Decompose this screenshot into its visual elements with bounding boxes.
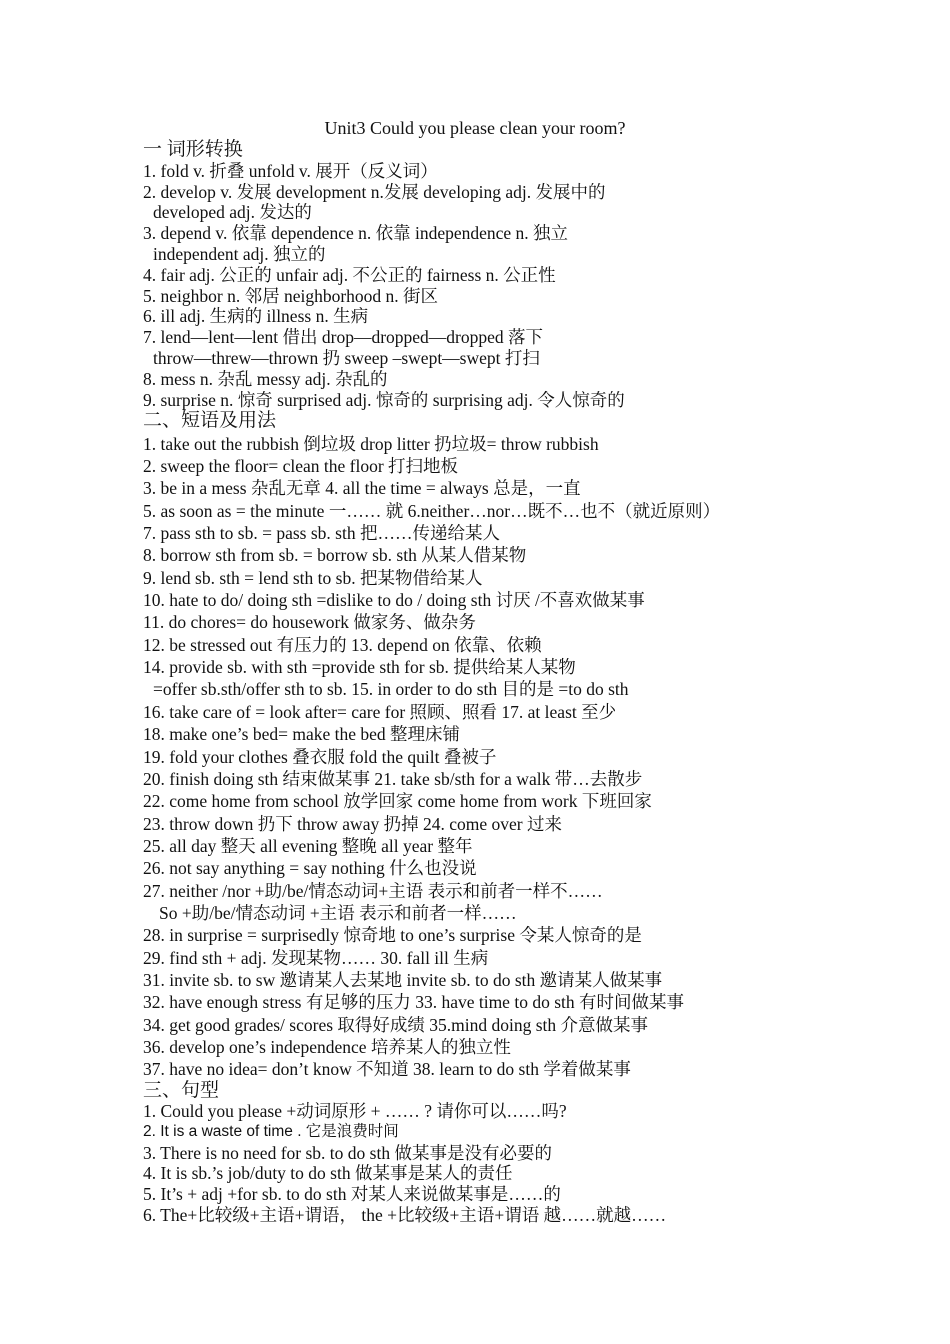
text-line: =offer sb.sth/offer sth to sb. 15. in order to do sth 目的是 =to do sth <box>153 679 629 700</box>
text-line: 31. invite sb. to sw 邀请某人去某地 invite sb. to do sth 邀请某人做某事 <box>143 969 663 990</box>
text-line: 27. neither /nor +助/be/情态动词+主语 表示和前者一样不…… <box>143 880 603 901</box>
text-line: 3. be in a mess 杂乱无章 4. all the time = always 总是，一直 <box>143 478 581 499</box>
text-line: 11. do chores= do housework 做家务、做杂务 <box>143 612 476 633</box>
text-line: 5. It’s + adj +for sb. to do sth 对某人来说做某事是……的 <box>143 1184 561 1205</box>
text-line: 16. take care of = look after= care for 照顾、照看 17. at least 至少 <box>143 701 617 722</box>
text-line: 2. It is a waste of time . 它是浪费时间 <box>143 1123 399 1141</box>
text-line: 14. provide sb. with sth =provide sth for sb. 提供给某人某物 <box>143 657 576 678</box>
text-line: 1. Could you please +动词原形 + …… ? 请你可以……吗? <box>143 1101 567 1122</box>
text-line: 23. throw down 扔下 throw away 扔掉 24. come over 过来 <box>143 813 562 834</box>
text-line: 5. neighbor n. 邻居 neighborhood n. 街区 <box>143 285 439 306</box>
text-line: 9. surprise n. 惊奇 surprised adj. 惊奇的 surprising adj. 令人惊奇的 <box>143 389 625 410</box>
text-line: 1. fold v. 折叠 unfold v. 展开（反义词） <box>143 160 438 181</box>
text-line: 7. lend—lent—lent 借出 drop—dropped—dropped 落下 <box>143 327 544 348</box>
text-line: 19. fold your clothes 叠衣服 fold the quilt 叠被子 <box>143 746 497 767</box>
text-line: 37. have no idea= don’t know 不知道 38. learn to do sth 学着做某事 <box>143 1059 631 1080</box>
text-line: independent adj. 独立的 <box>153 243 326 264</box>
text-line: 36. develop one’s independence 培养某人的独立性 <box>143 1036 511 1057</box>
text-line: 29. find sth + adj. 发现某物…… 30. fall ill 生病 <box>143 947 489 968</box>
word-forms-section <box>143 140 933 410</box>
text-line: So +助/be/情态动词 +主语 表示和前者一样…… <box>159 902 517 923</box>
text-line: 22. come home from school 放学回家 come home from work 下班回家 <box>143 791 652 812</box>
text-line: 25. all day 整天 all evening 整晚 all year 整年 <box>143 835 473 856</box>
section-heading: 三、句型 <box>143 1079 220 1101</box>
text-line: 5. as soon as = the minute 一…… 就 6.neither…nor…既不…也不（就近原则） <box>143 500 721 521</box>
text-line: developed adj. 发达的 <box>153 202 312 223</box>
text-line: 12. be stressed out 有压力的 13. depend on 依靠、依赖 <box>143 634 542 655</box>
text-line: 26. not say anything = say nothing 什么也没说 <box>143 858 477 879</box>
text-line: 7. pass sth to sb. = pass sb. sth 把……传递给某人 <box>143 523 500 544</box>
text-line: 8. borrow sth from sb. = borrow sb. sth 从某人借某物 <box>143 545 527 566</box>
text-line: throw—threw—thrown 扔 sweep –swept—swept 打扫 <box>153 347 540 368</box>
content-lines <box>143 140 933 1225</box>
section-heading: 一 词形转换 <box>143 139 243 160</box>
text-line: 6. ill adj. 生病的 illness n. 生病 <box>143 306 369 327</box>
text-line: 34. get good grades/ scores 取得好成绩 35.mind doing sth 介意做某事 <box>143 1014 649 1035</box>
text-line: 6. The+比较级+主语+谓语， the +比较级+主语+谓语 越……就越…… <box>143 1204 667 1225</box>
text-line: 2. sweep the floor= clean the floor 打扫地板 <box>143 456 459 477</box>
text-line: 32. have enough stress 有足够的压力 33. have time to do sth 有时间做某事 <box>143 992 684 1013</box>
text-line: 20. finish doing sth 结束做某事 21. take sb/sth for a walk 带…去散步 <box>143 768 643 789</box>
text-line: 3. depend v. 依靠 dependence n. 依靠 independence n. 独立 <box>143 223 569 244</box>
text-line: 10. hate to do/ doing sth =dislike to do / doing sth 讨厌 /不喜欢做某事 <box>143 590 645 611</box>
text-line: 8. mess n. 杂乱 messy adj. 杂乱的 <box>143 368 388 389</box>
section-heading: 二、短语及用法 <box>143 410 277 432</box>
sentence-patterns-section <box>143 1081 933 1226</box>
text-line: 28. in surprise = surprisedly 惊奇地 to one’s surprise 令某人惊奇的是 <box>143 925 642 946</box>
text-line: 18. make one’s bed= make the bed 整理床铺 <box>143 724 461 745</box>
text-line: 1. take out the rubbish 倒垃圾 drop litter 扔垃圾= throw rubbish <box>143 433 599 454</box>
page-title: Unit3 Could you please clean your room? <box>324 118 626 138</box>
text-line: 3. There is no need for sb. to do sth 做某事是没有必要的 <box>143 1142 552 1163</box>
phrases-section <box>143 410 933 1080</box>
text-line: 4. fair adj. 公正的 unfair adj. 不公正的 fairness n. 公正性 <box>143 264 556 285</box>
text-line: 4. It is sb.’s job/duty to do sth 做某事是某人的责任 <box>143 1163 513 1184</box>
text-line: 9. lend sb. sth = lend sth to sb. 把某物借给某人 <box>143 567 483 588</box>
text-line: 2. develop v. 发展 development n.发展 developing adj. 发展中的 <box>143 181 606 202</box>
